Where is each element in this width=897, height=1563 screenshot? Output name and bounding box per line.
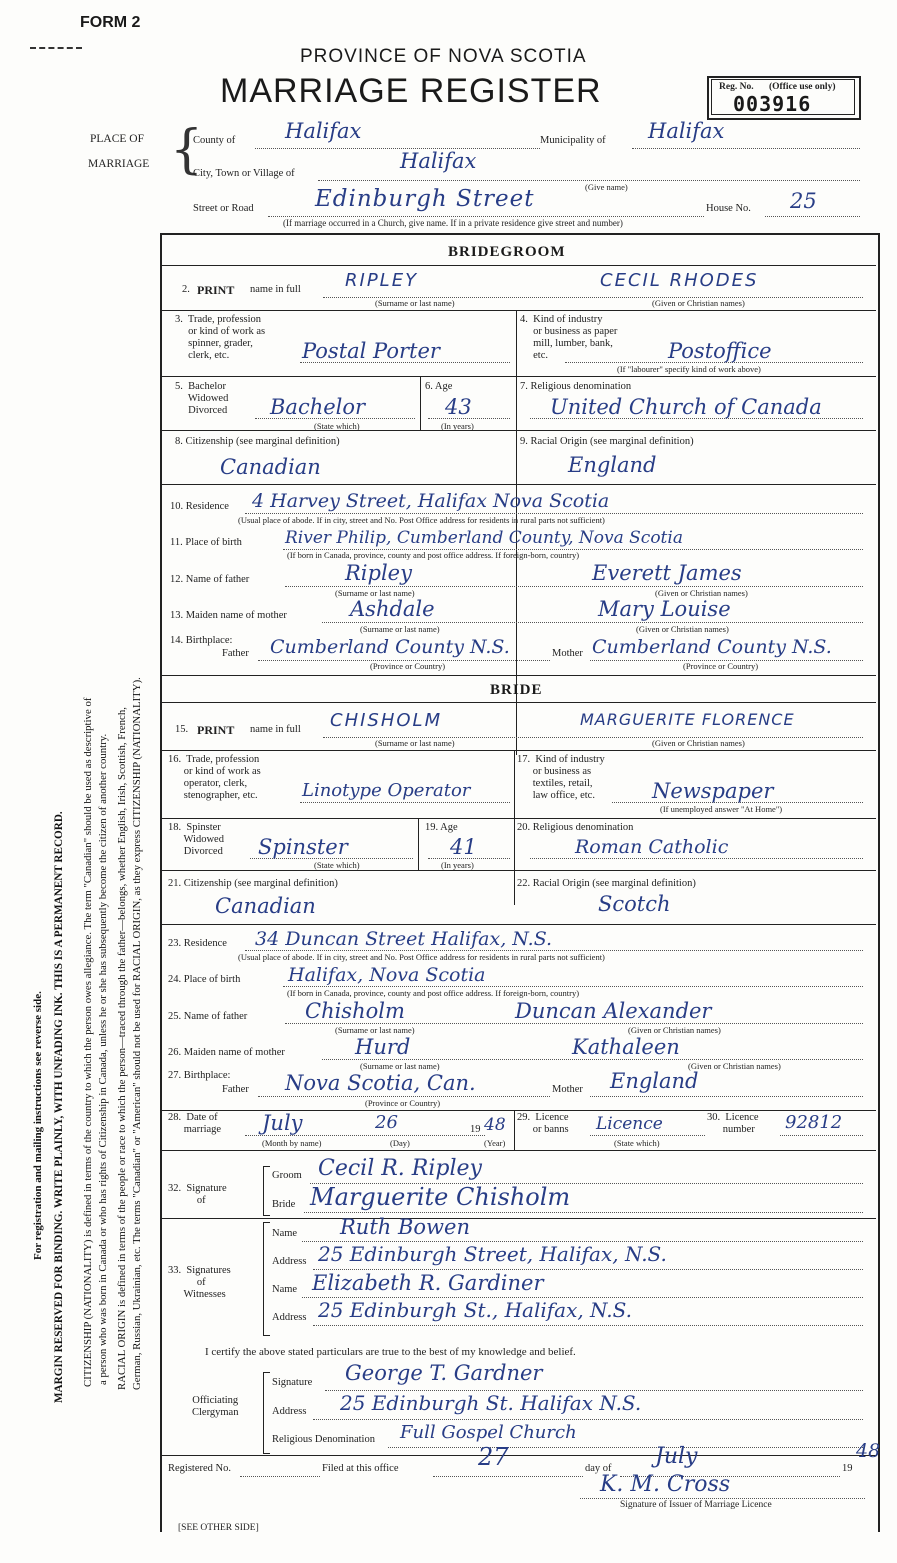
bride-mother-given: Kathaleen bbox=[572, 1035, 680, 1059]
marriage-day-caption: (Day) bbox=[390, 1138, 410, 1148]
w2-address-label: Address bbox=[272, 1312, 307, 1323]
bride-residence: 34 Duncan Street Halifax, N.S. bbox=[255, 928, 553, 950]
city-label: City, Town or Village of bbox=[193, 168, 295, 179]
f19-label: 19. Age bbox=[425, 822, 458, 833]
f12-given-caption: (Given or Christian names) bbox=[655, 588, 748, 598]
f4-caption: (If "labourer" specify kind of work above) bbox=[617, 364, 761, 374]
w2-address: 25 Edinburgh St., Halifax, N.S. bbox=[318, 1298, 632, 1322]
margin-line-4: a person who was born in Canada or who has rights of Citizenship in Canada, unless he or she has subsequently become the citizen of another country. bbox=[97, 733, 109, 1385]
bridegroom-heading: BRIDEGROOM bbox=[448, 244, 566, 260]
f21-label: 21. Citizenship (see marginal definition) bbox=[168, 878, 338, 889]
f30-label: 30. Licence number bbox=[707, 1112, 759, 1135]
bride-surname: CHISHOLM bbox=[330, 710, 443, 731]
clergy-address: 25 Edinburgh St. Halifax N.S. bbox=[340, 1391, 642, 1415]
groom-father-surname: Ripley bbox=[345, 561, 412, 585]
groom-trade: Postal Porter bbox=[302, 339, 440, 363]
f23-caption: (Usual place of abode. If in city, street and No. Post Office address for residents in rural parts not sufficient) bbox=[238, 952, 605, 962]
filed-year-prefix: 19 bbox=[842, 1463, 853, 1474]
f10-caption: (Usual place of abode. If in city, street and No. Post Office address for residents in rural parts not sufficient) bbox=[238, 515, 605, 525]
f14-mother-word: Mother bbox=[552, 648, 583, 659]
margin-line-3: CITIZENSHIP (NATIONALITY) is defined in terms of the country to which the person owes allegiance. The term "Canadian" should be used as descriptive of bbox=[82, 697, 94, 1387]
groom-sig-label: Groom bbox=[272, 1170, 302, 1181]
filed-year: 48 bbox=[856, 1440, 881, 1462]
groom-father-given: Everett James bbox=[592, 561, 742, 585]
reg-office-note: (Office use only) bbox=[769, 82, 836, 92]
groom-in-years: (In years) bbox=[441, 421, 474, 431]
bride-industry: Newspaper bbox=[652, 779, 774, 803]
f16-label: 16. Trade, profession or kind of work as operator, clerk, stenographer, etc. bbox=[168, 754, 261, 801]
issuer-caption: Signature of Issuer of Marriage Licence bbox=[620, 1500, 772, 1510]
f15-print: PRINT bbox=[197, 723, 235, 737]
f25-label: 25. Name of father bbox=[168, 1011, 248, 1022]
marriage-month: July bbox=[262, 1111, 303, 1135]
bride-status: Spinster bbox=[258, 835, 348, 859]
licence-number: 92812 bbox=[785, 1112, 843, 1133]
f25-given-caption: (Given or Christian names) bbox=[628, 1025, 721, 1035]
reg-label: Reg. No. bbox=[719, 82, 754, 92]
f33-bracket bbox=[263, 1222, 270, 1336]
f24-label: 24. Place of birth bbox=[168, 974, 241, 985]
city-value: Halifax bbox=[400, 149, 477, 173]
margin-line-2: MARGIN RESERVED FOR BINDING. WRITE PLAINLY, WITH UNFADING INK. THIS IS A PERMANENT RECORD. bbox=[53, 811, 65, 1403]
licence-state-which: (State which) bbox=[614, 1138, 660, 1148]
f3-label: 3. Trade, profession or kind of work as spinner, grader, clerk, etc. bbox=[175, 314, 266, 361]
f27-father-word: Father bbox=[222, 1084, 249, 1095]
margin-line-1: For registration and mailing instructions see reverse side. bbox=[32, 991, 44, 1260]
f11-caption: (If born in Canada, province, county and post office address. If foreign-born, country) bbox=[287, 550, 580, 560]
bride-trade: Linotype Operator bbox=[302, 780, 471, 801]
f14-mother-caption: (Province or Country) bbox=[683, 661, 759, 671]
margin-line-5: RACIAL ORIGIN is defined in terms of the people or race to which the person—traced through the father—belongs, whether English, Irish, Scottish, French, bbox=[116, 707, 128, 1390]
groom-surname-caption: (Surname or last name) bbox=[375, 298, 455, 308]
certify-statement: I certify the above stated particulars are true to the best of my knowledge and belief. bbox=[205, 1346, 576, 1358]
registered-label: Registered No. bbox=[168, 1463, 231, 1474]
bride-religion: Roman Catholic bbox=[575, 836, 729, 858]
reg-number: 003916 bbox=[733, 92, 812, 116]
f17-label: 17. Kind of industry or business as textiles, retail, law office, etc. bbox=[517, 754, 605, 801]
groom-industry: Postoffice bbox=[668, 339, 772, 363]
f27-mother-word: Mother bbox=[552, 1084, 583, 1095]
clergy-sig-label: Signature bbox=[272, 1377, 313, 1388]
groom-racial: England bbox=[568, 453, 657, 477]
f29-label: 29. Licence or banns bbox=[517, 1112, 569, 1135]
bride-father-birth: Nova Scotia, Can. bbox=[285, 1071, 476, 1095]
w1-address: 25 Edinburgh Street, Halifax, N.S. bbox=[318, 1242, 667, 1266]
groom-given: CECIL RHODES bbox=[600, 270, 759, 291]
licence-or-banns: Licence bbox=[596, 1114, 663, 1134]
give-name-caption: (Give name) bbox=[585, 182, 628, 192]
f14-father-word: Father bbox=[222, 648, 249, 659]
place-note: (If marriage occurred in a Church, give name. If in a private residence give street and number) bbox=[283, 218, 623, 228]
page-title: MARRIAGE REGISTER bbox=[220, 72, 602, 110]
f2-print: PRINT bbox=[197, 283, 235, 297]
marriage-year-caption: (Year) bbox=[484, 1138, 506, 1148]
marriage-year-prefix: 19 bbox=[470, 1124, 481, 1135]
county-label: County of bbox=[193, 135, 236, 146]
w2-name-label: Name bbox=[272, 1284, 298, 1295]
w1-name-label: Name bbox=[272, 1228, 298, 1239]
marriage-day: 26 bbox=[375, 1112, 398, 1133]
f20-label: 20. Religious denomination bbox=[517, 822, 634, 833]
groom-religion: United Church of Canada bbox=[550, 395, 822, 419]
filed-month: July bbox=[655, 1444, 698, 1469]
clergy-denomination: Full Gospel Church bbox=[400, 1422, 577, 1443]
place-heading-1: PLACE OF bbox=[90, 133, 144, 145]
bride-racial: Scotch bbox=[598, 892, 671, 916]
filed-day: 27 bbox=[478, 1443, 509, 1471]
clergy-bracket bbox=[263, 1372, 270, 1454]
marriage-month-caption: (Month by name) bbox=[262, 1138, 322, 1148]
f27-label: 27. Birthplace: bbox=[168, 1070, 231, 1081]
groom-signature: Cecil R. Ripley bbox=[318, 1156, 482, 1181]
f33-label: 33. Signatures of Witnesses bbox=[168, 1265, 231, 1300]
f4-label: 4. Kind of industry or business as paper mill, lumber, bank, etc. bbox=[520, 314, 618, 361]
municipality-value: Halifax bbox=[648, 119, 725, 143]
f11-label: 11. Place of birth bbox=[170, 537, 242, 548]
f26-surname-caption: (Surname or last name) bbox=[360, 1061, 440, 1071]
f9-label: 9. Racial Origin (see marginal definition) bbox=[520, 436, 694, 447]
f2-num: 2. bbox=[182, 284, 190, 295]
clergy-signature: George T. Gardner bbox=[345, 1361, 543, 1385]
w2-name: Elizabeth R. Gardiner bbox=[312, 1271, 544, 1295]
f17-caption: (If unemployed answer "At Home") bbox=[660, 804, 783, 814]
bride-citizenship: Canadian bbox=[215, 894, 316, 918]
f28-label: 28. Date of marriage bbox=[168, 1112, 222, 1135]
f26-given-caption: (Given or Christian names) bbox=[688, 1061, 781, 1071]
bride-given-caption: (Given or Christian names) bbox=[652, 738, 745, 748]
f32-bracket bbox=[263, 1166, 270, 1216]
f18-label: 18. Spinster Widowed Divorced bbox=[168, 822, 224, 857]
groom-mother-given: Mary Louise bbox=[598, 597, 731, 621]
bride-heading: BRIDE bbox=[490, 682, 543, 698]
marriage-year: 48 bbox=[484, 1115, 506, 1135]
w1-address-label: Address bbox=[272, 1256, 307, 1267]
w1-name: Ruth Bowen bbox=[340, 1215, 470, 1239]
f22-label: 22. Racial Origin (see marginal definition) bbox=[517, 878, 696, 889]
f6-label: 6. Age bbox=[425, 381, 453, 392]
f15-num: 15. bbox=[175, 724, 189, 735]
groom-state-which: (State which) bbox=[314, 421, 360, 431]
groom-citizenship: Canadian bbox=[220, 455, 321, 479]
f23-label: 23. Residence bbox=[168, 938, 227, 949]
day-of-label: day of bbox=[585, 1463, 612, 1474]
bride-father-surname: Chisholm bbox=[305, 999, 405, 1023]
bride-state-which: (State which) bbox=[314, 860, 360, 870]
house-label: House No. bbox=[706, 203, 751, 214]
clergy-address-label: Address bbox=[272, 1406, 307, 1417]
bride-surname-caption: (Surname or last name) bbox=[375, 738, 455, 748]
f8-label: 8. Citizenship (see marginal definition) bbox=[175, 436, 340, 447]
f15-label: name in full bbox=[250, 724, 301, 735]
f14-father-caption: (Province or Country) bbox=[370, 661, 446, 671]
form-label: FORM 2 bbox=[80, 14, 141, 31]
f7-label: 7. Religious denomination bbox=[520, 381, 632, 392]
bride-father-given: Duncan Alexander bbox=[515, 999, 712, 1023]
bride-age: 41 bbox=[450, 835, 477, 859]
groom-birthplace: River Philip, Cumberland County, Nova Scotia bbox=[285, 528, 683, 548]
see-other-side: [SEE OTHER SIDE] bbox=[178, 1523, 259, 1533]
groom-residence: 4 Harvey Street, Halifax Nova Scotia bbox=[252, 490, 610, 512]
groom-age: 43 bbox=[445, 395, 472, 419]
bride-birthplace: Halifax, Nova Scotia bbox=[288, 964, 486, 986]
street-value: Edinburgh Street bbox=[315, 186, 535, 212]
bride-signature: Marguerite Chisholm bbox=[310, 1183, 571, 1211]
bride-mother-birth: England bbox=[610, 1069, 699, 1093]
f13-surname-caption: (Surname or last name) bbox=[360, 624, 440, 634]
bride-in-years: (In years) bbox=[441, 860, 474, 870]
groom-mother-birth: Cumberland County N.S. bbox=[592, 636, 832, 658]
groom-mother-surname: Ashdale bbox=[350, 597, 435, 621]
groom-surname: RIPLEY bbox=[345, 270, 419, 291]
f13-label: 13. Maiden name of mother bbox=[170, 610, 287, 621]
clergy-heading: Officiating Clergyman bbox=[192, 1395, 239, 1418]
place-brace: { bbox=[170, 120, 204, 180]
county-value: Halifax bbox=[285, 119, 362, 143]
groom-given-caption: (Given or Christian names) bbox=[652, 298, 745, 308]
f5-label: 5. Bachelor Widowed Divorced bbox=[175, 381, 229, 416]
groom-status: Bachelor bbox=[270, 395, 366, 419]
groom-father-birth: Cumberland County N.S. bbox=[270, 636, 510, 658]
reg-number-box bbox=[707, 76, 861, 120]
f12-label: 12. Name of father bbox=[170, 574, 250, 585]
bride-sig-label: Bride bbox=[272, 1199, 296, 1210]
f24-caption: (If born in Canada, province, county and post office address. If foreign-born, country) bbox=[287, 988, 580, 998]
margin-line-6: German, Russian, Ukrainian, etc. The terms "Canadian" or "American" should not be used for RACIAL ORIGIN, as they express CITIZENSHIP (NATIONALITY). bbox=[131, 677, 143, 1390]
f2-label: name in full bbox=[250, 284, 301, 295]
f10-label: 10. Residence bbox=[170, 501, 229, 512]
municipality-label: Municipality of bbox=[540, 135, 606, 146]
place-heading-2: MARRIAGE bbox=[88, 158, 150, 170]
f32-label: 32. Signature of bbox=[168, 1183, 227, 1206]
f27-father-caption: (Province or Country) bbox=[365, 1098, 441, 1108]
province-heading: PROVINCE OF NOVA SCOTIA bbox=[300, 46, 587, 67]
f26-label: 26. Maiden name of mother bbox=[168, 1047, 285, 1058]
bride-mother-surname: Hurd bbox=[355, 1035, 411, 1059]
issuer-signature: K. M. Cross bbox=[600, 1472, 731, 1497]
clergy-denom-label: Religious Denomination bbox=[272, 1434, 375, 1445]
filed-label: Filed at this office bbox=[322, 1463, 399, 1474]
house-value: 25 bbox=[790, 189, 817, 213]
f25-surname-caption: (Surname or last name) bbox=[335, 1025, 415, 1035]
f13-given-caption: (Given or Christian names) bbox=[636, 624, 729, 634]
f12-surname-caption: (Surname or last name) bbox=[335, 588, 415, 598]
street-label: Street or Road bbox=[193, 203, 254, 214]
f14-label: 14. Birthplace: bbox=[170, 635, 233, 646]
bride-given: MARGUERITE FLORENCE bbox=[580, 710, 795, 729]
decorative-dash bbox=[30, 47, 82, 49]
